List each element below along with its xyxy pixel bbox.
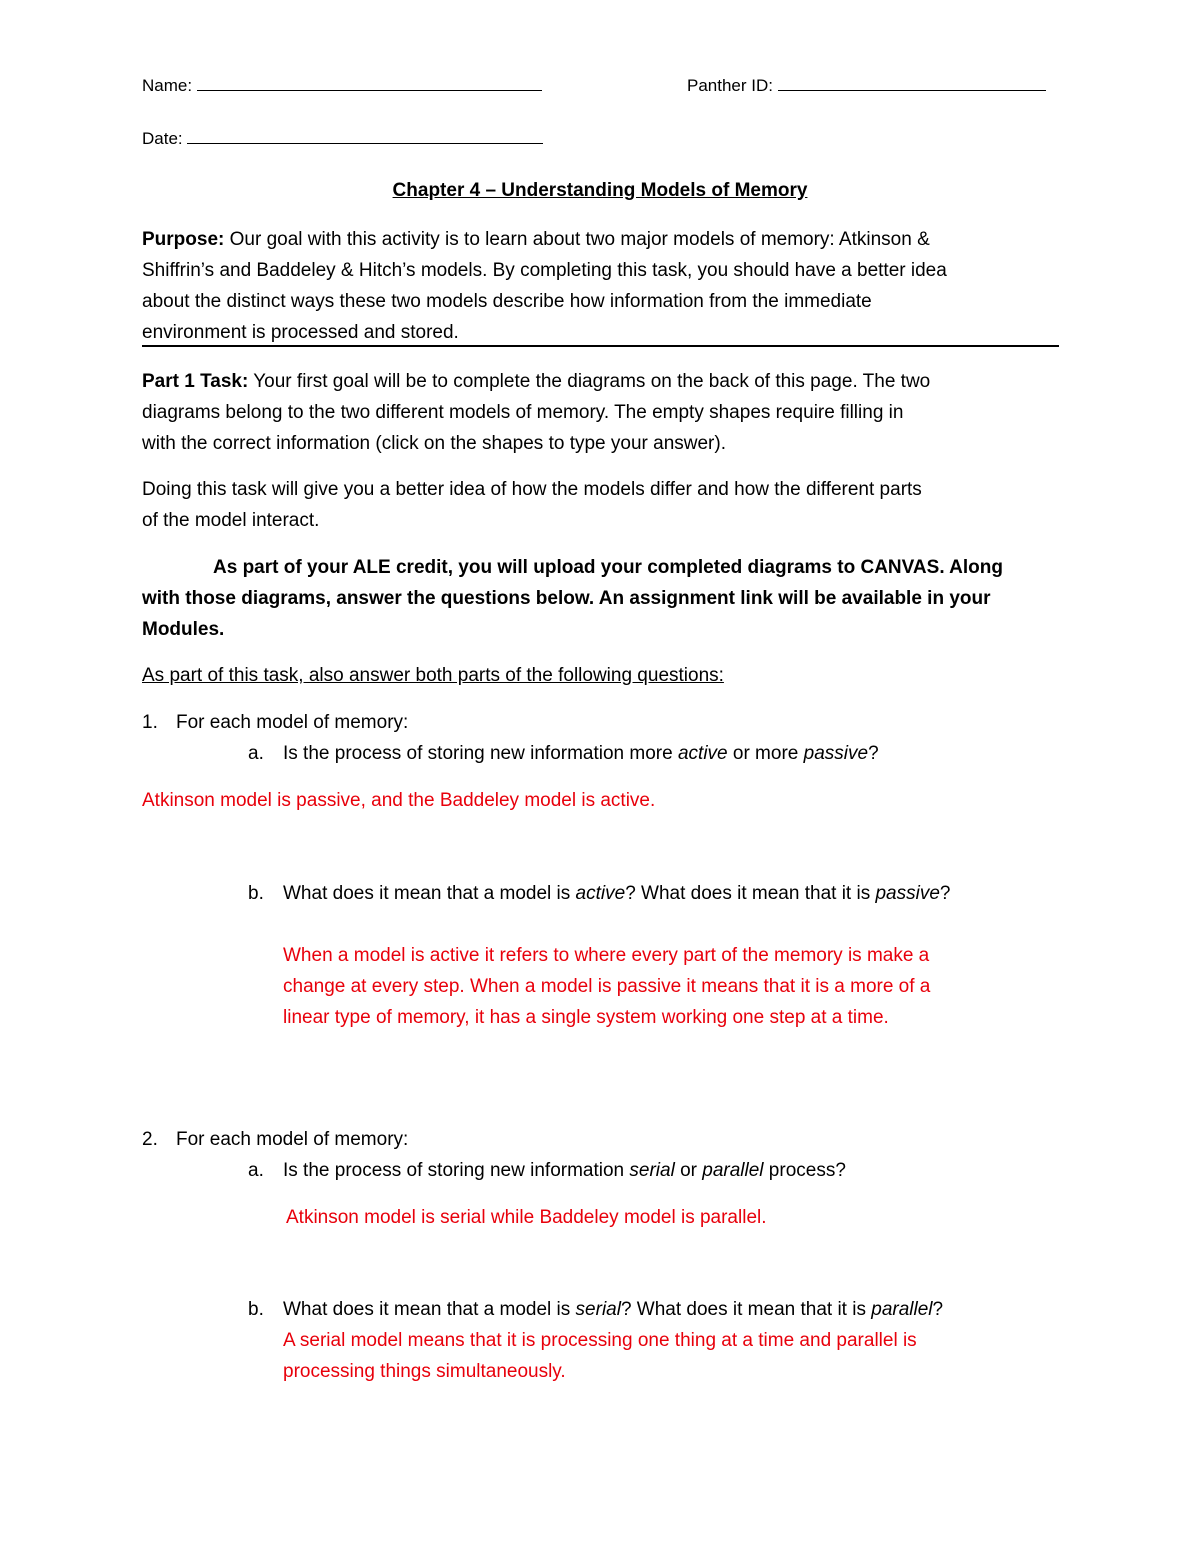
q2b-pre: What does it mean that a model is — [283, 1299, 576, 1320]
q2b-italic-2: parallel — [871, 1299, 933, 1320]
answer-1b-line-1: When a model is active it refers to where every part of the memory is make a — [283, 945, 930, 966]
question-1-number: 1. — [142, 712, 158, 733]
question-1b-text — [283, 878, 950, 909]
ale-line-1: As part of your ALE credit, you will upload your completed diagrams to CANVAS. Along — [213, 557, 1003, 578]
date-label: Date: — [142, 129, 183, 148]
purpose-label: Purpose: — [142, 229, 225, 250]
q2b-italic-1: serial — [575, 1299, 621, 1320]
purpose-line-3: about the distinct ways these two models describe how information from the immediate — [142, 291, 872, 312]
q2a-post: process? — [763, 1160, 846, 1181]
part1-line-3: with the correct information (click on the shapes to type your answer). — [142, 433, 726, 454]
purpose-line-2: Shiffrin’s and Baddeley & Hitch’s models. By completing this task, you should have a better idea — [142, 260, 947, 281]
date-blank[interactable] — [187, 142, 543, 144]
q2b-mid: ? What does it mean that it is — [620, 1299, 872, 1320]
answer-1b[interactable] — [283, 940, 1063, 1033]
ale-line-3: Modules. — [142, 619, 225, 640]
answer-1b-line-2: change at every step. When a model is passive it means that it is a more of a — [283, 976, 931, 997]
q2a-italic-1: serial — [629, 1160, 675, 1181]
doing-line-1: Doing this task will give you a better idea of how the models differ and how the different parts — [142, 479, 922, 500]
name-blank[interactable] — [197, 89, 542, 91]
q1a-post: ? — [868, 743, 879, 764]
date-field[interactable] — [142, 129, 543, 149]
q2a-mid: or — [674, 1160, 703, 1181]
question-1a-letter: a. — [248, 743, 264, 764]
q1b-mid: ? What does it mean that it is — [625, 883, 876, 904]
q1b-pre: What does it mean that a model is — [283, 883, 576, 904]
q2b-post: ? — [932, 1299, 944, 1320]
section-divider — [142, 345, 1059, 347]
purpose-line-1: Our goal with this activity is to learn about two major models of memory: Atkinson & — [224, 229, 930, 250]
q1b-italic-2: passive — [875, 883, 940, 904]
part1-paragraph — [142, 366, 1062, 459]
question-2b-letter: b. — [248, 1299, 264, 1320]
question-1b-letter: b. — [248, 883, 264, 904]
question-2-text: For each model of memory: — [176, 1129, 409, 1150]
purpose-line-4: environment is processed and stored. — [142, 322, 459, 343]
part1-line-1: Your first goal will be to complete the diagrams on the back of this page. The two — [248, 371, 931, 392]
answer-1a[interactable]: Atkinson model is passive, and the Baddeley model is active. — [142, 790, 656, 811]
q1a-italic-1: active — [677, 743, 728, 764]
purpose-paragraph — [142, 224, 1062, 348]
part1-label: Part 1 Task: — [142, 371, 249, 392]
question-2a-text — [283, 1155, 846, 1186]
ale-paragraph — [142, 552, 1062, 645]
question-1a-text — [283, 738, 879, 769]
q1a-pre: Is the process of storing new information more — [283, 743, 678, 764]
page-title: Chapter 4 – Understanding Models of Memory — [392, 180, 808, 201]
name-field[interactable] — [142, 76, 542, 96]
ale-line-2: with those diagrams, answer the questions below. An assignment link will be available in your — [142, 588, 991, 609]
question-2b-text — [283, 1294, 943, 1325]
name-label: Name: — [142, 76, 193, 95]
question-2a-letter: a. — [248, 1160, 264, 1181]
question-1-text: For each model of memory: — [176, 712, 409, 733]
answer-1b-line-3: linear type of memory, it has a single system working one step at a time. — [283, 1007, 889, 1028]
q1b-post: ? — [939, 883, 951, 904]
q1b-italic-1: active — [575, 883, 626, 904]
q1a-italic-2: passive — [803, 743, 869, 764]
answer-2b[interactable] — [283, 1325, 1063, 1387]
doing-line-2: of the model interact. — [142, 510, 320, 531]
answer-2b-line-2: processing things simultaneously. — [283, 1361, 566, 1382]
answer-2b-line-1: A serial model means that it is processing one thing at a time and parallel is — [283, 1330, 917, 1351]
q2a-italic-2: parallel — [702, 1160, 764, 1181]
doing-paragraph — [142, 474, 1062, 536]
answer-2a[interactable]: Atkinson model is serial while Baddeley model is parallel. — [286, 1207, 767, 1228]
panther-id-blank[interactable] — [778, 89, 1046, 91]
panther-id-label: Panther ID: — [687, 76, 773, 95]
instructions-heading: As part of this task, also answer both parts of the following questions: — [142, 665, 724, 686]
panther-id-field[interactable] — [687, 76, 1046, 96]
q1a-mid: or more — [727, 743, 804, 764]
q2a-pre: Is the process of storing new information — [283, 1160, 630, 1181]
part1-line-2: diagrams belong to the two different models of memory. The empty shapes require filling in — [142, 402, 904, 423]
question-2-number: 2. — [142, 1129, 158, 1150]
